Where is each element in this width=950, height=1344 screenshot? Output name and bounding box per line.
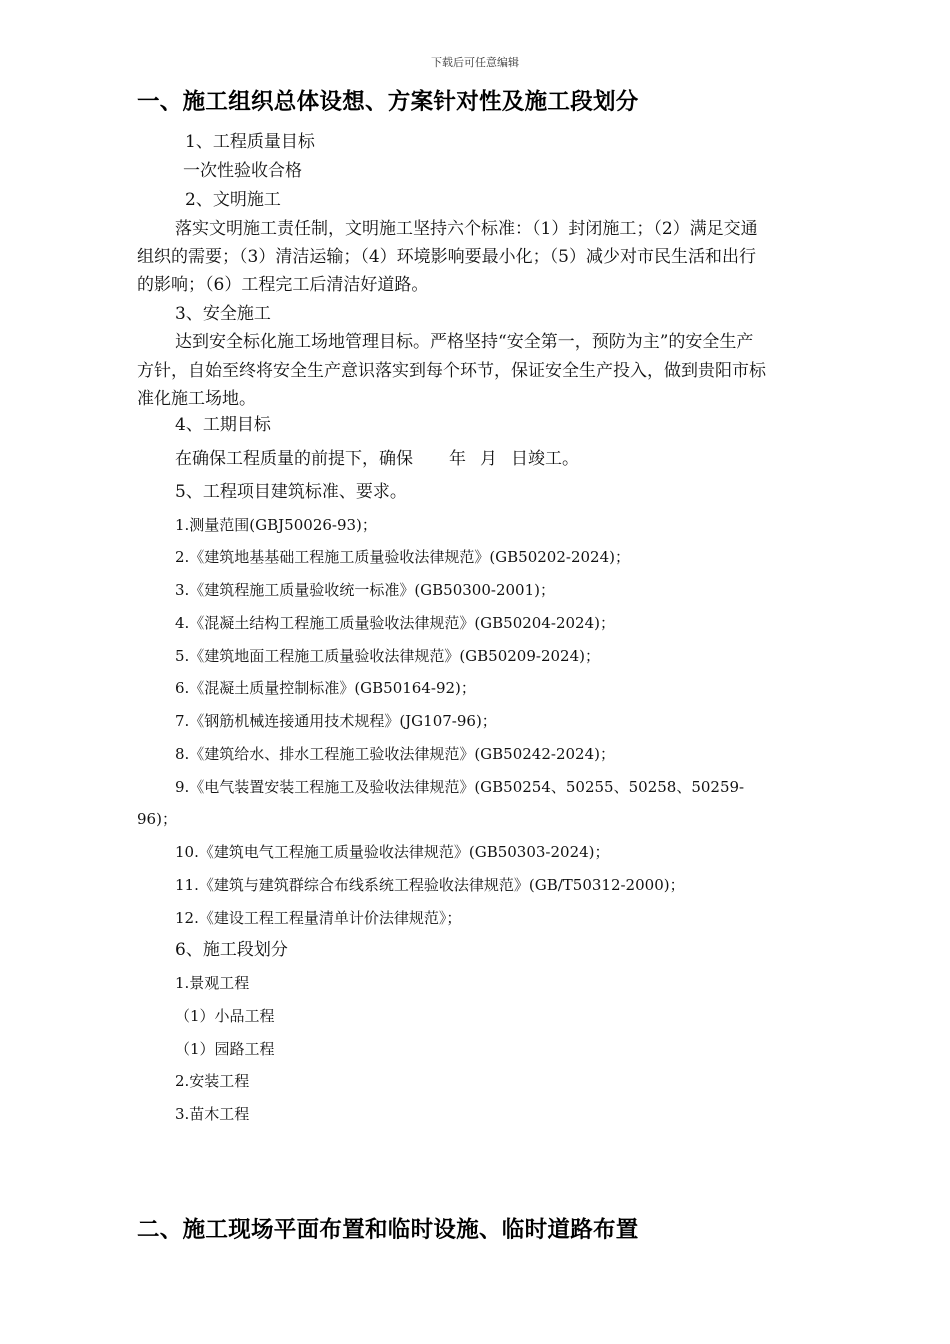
schedule-heading: 4、工期目标 bbox=[175, 415, 271, 435]
standard-item: 12.《建设工程工程量清单计价法律规范》； bbox=[175, 909, 462, 927]
standard-item: 3.《建筑程施工质量验收统一标准》(GB50300-2001)； bbox=[175, 581, 555, 599]
division-item: 1.景观工程 bbox=[175, 974, 250, 992]
schedule-text-a: 在确保工程质量的前提下，确保 bbox=[175, 449, 413, 469]
page-header: 下载后可任意编辑 bbox=[431, 56, 519, 69]
division-item: （1）小品工程 bbox=[175, 1007, 275, 1025]
quality-heading: 1、工程质量目标 bbox=[185, 132, 315, 152]
standard-item: 9.《电气装置安装工程施工及验收法律规范》(GB50254、50255、50258、50259- bbox=[175, 778, 745, 796]
standard-item: 5.《建筑地面工程施工质量验收法律规范》(GB50209-2024)； bbox=[175, 647, 600, 665]
standard-item: 4.《混凝土结构工程施工质量验收法律规范》(GB50204-2024)； bbox=[175, 614, 615, 632]
quality-text: 一次性验收合格 bbox=[183, 161, 302, 181]
section-2-title: 二、施工现场平面布置和临时设施、临时道路布置 bbox=[137, 1217, 639, 1243]
schedule-month: 月 bbox=[480, 449, 497, 469]
division-item: 2.安装工程 bbox=[175, 1072, 250, 1090]
standard-item: 1.测量范围(GBJ50026-93)； bbox=[175, 516, 377, 534]
division-heading: 6、施工段划分 bbox=[175, 940, 288, 960]
schedule-text-b: 日竣工。 bbox=[511, 449, 579, 469]
standards-heading: 5、工程项目建筑标准、要求。 bbox=[175, 482, 407, 502]
safety-line: 方针，自始至终将安全生产意识落实到每个环节，保证安全生产投入，做到贵阳市标 bbox=[137, 361, 766, 381]
division-item: 3.苗木工程 bbox=[175, 1105, 250, 1123]
standard-item: 2.《建筑地基基础工程施工质量验收法律规范》(GB50202-2024)； bbox=[175, 548, 630, 566]
standard-item: 11.《建筑与建筑群综合布线系统工程验收法律规范》(GB/T50312-2000)； bbox=[175, 876, 685, 894]
safety-line: 达到安全标化施工场地管理目标。严格坚持“安全第一，预防为主”的安全生产 bbox=[175, 332, 754, 352]
section-1-title: 一、施工组织总体设想、方案针对性及施工段划分 bbox=[137, 89, 639, 115]
schedule-year: 年 bbox=[449, 449, 466, 469]
safety-line: 准化施工场地。 bbox=[137, 389, 256, 409]
civilized-line: 的影响；（6）工程完工后清洁好道路。 bbox=[137, 275, 429, 295]
civilized-line: 落实文明施工责任制，文明施工坚持六个标准：（1）封闭施工；（2）满足交通 bbox=[175, 219, 758, 239]
civilized-line: 组织的需要；（3）清洁运输；（4）环境影响要最小化；（5）减少对市民生活和出行 bbox=[137, 247, 756, 267]
standard-item: 10.《建筑电气工程施工质量验收法律规范》(GB50303-2024)； bbox=[175, 843, 610, 861]
standard-item: 6.《混凝土质量控制标准》(GB50164-92)； bbox=[175, 679, 476, 697]
civilized-heading: 2、文明施工 bbox=[185, 190, 281, 210]
standard-item: 96)； bbox=[137, 810, 177, 828]
schedule-line bbox=[175, 448, 579, 470]
safety-heading: 3、安全施工 bbox=[175, 304, 271, 324]
division-item: （1）园路工程 bbox=[175, 1040, 275, 1058]
standard-item: 8.《建筑给水、排水工程施工验收法律规范》(GB50242-2024)； bbox=[175, 745, 615, 763]
standard-item: 7.《钢筋机械连接通用技术规程》(JG107-96)； bbox=[175, 712, 497, 730]
